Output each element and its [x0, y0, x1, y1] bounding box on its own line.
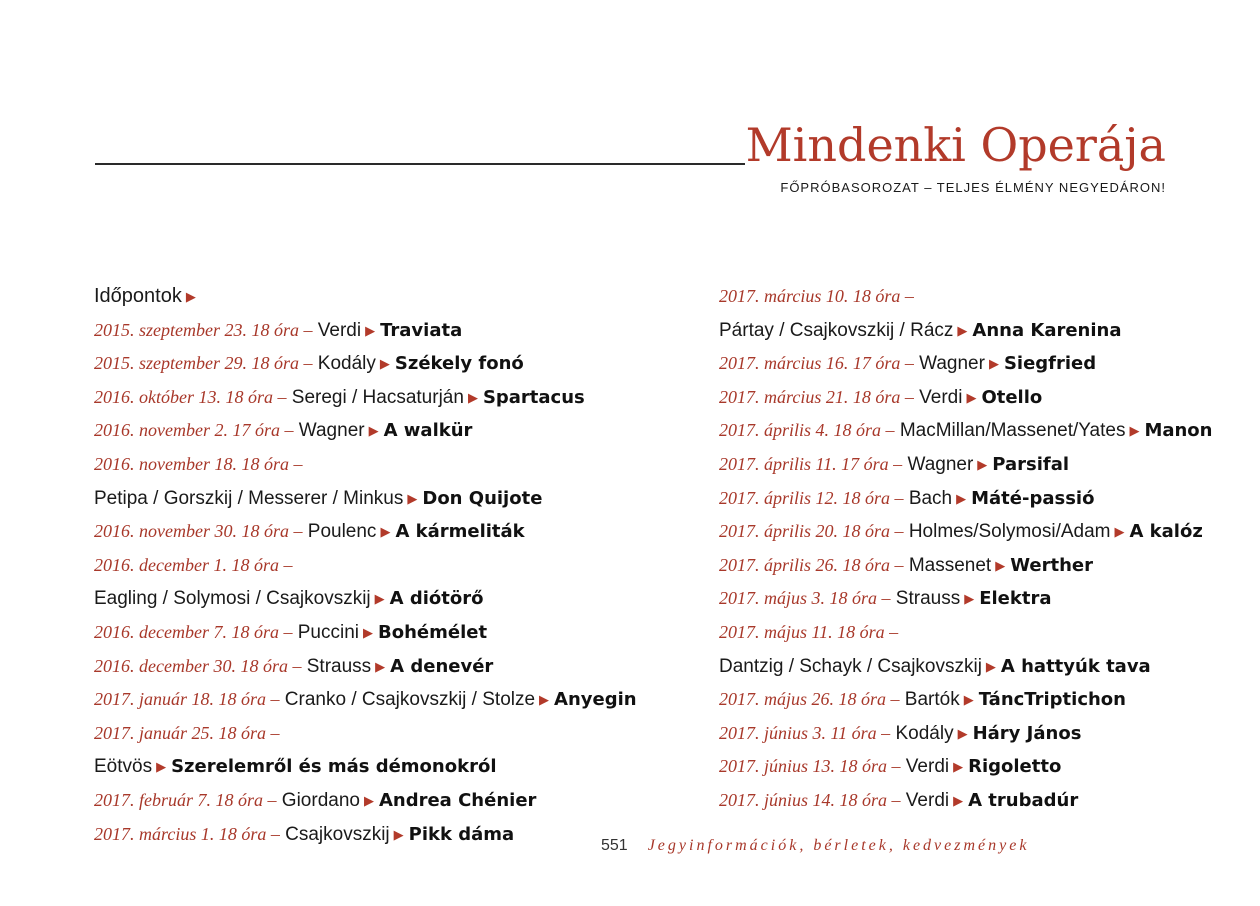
- play-arrow-icon: ▶: [156, 759, 167, 775]
- entry-work: Máté-passió: [971, 487, 1095, 509]
- schedule-column-left: [94, 280, 637, 851]
- play-arrow-icon: ▶: [953, 792, 964, 808]
- play-arrow-icon: ▶: [374, 591, 385, 607]
- entry-date: 2017. április 4. 18 óra –: [719, 420, 895, 441]
- schedule-entry-date-line: [719, 616, 1213, 650]
- entry-composer: Wagner: [919, 353, 985, 375]
- play-arrow-icon: ▶: [957, 725, 968, 741]
- schedule-entry: [94, 314, 637, 348]
- entry-composer: Pártay / Csajkovszkij / Rácz: [719, 319, 954, 341]
- entry-date: 2017. április 20. 18 óra –: [719, 521, 904, 542]
- play-arrow-icon: ▶: [1114, 524, 1125, 540]
- entry-date: 2017. március 16. 17 óra –: [719, 353, 914, 374]
- entry-date: 2017. június 13. 18 óra –: [719, 756, 901, 777]
- schedule-entry: [719, 448, 1213, 482]
- entry-date: 2017. április 26. 18 óra –: [719, 554, 904, 575]
- entry-date: 2017. június 14. 18 óra –: [719, 789, 901, 810]
- play-arrow-icon: ▶: [375, 658, 386, 674]
- schedule-entry: [719, 750, 1213, 784]
- schedule-heading: Időpontok: [94, 285, 182, 307]
- play-arrow-icon: ▶: [985, 658, 996, 674]
- entry-composer: Holmes/Solymosi/Adam: [908, 521, 1111, 543]
- schedule-column-right: [719, 280, 1213, 818]
- play-arrow-icon: ▶: [957, 322, 968, 338]
- entry-composer: Dantzig / Schayk / Csajkovszkij: [719, 655, 982, 677]
- schedule-entry: [719, 717, 1213, 751]
- schedule-entry: [719, 784, 1213, 818]
- entry-date: 2017. május 3. 18 óra –: [719, 588, 891, 609]
- schedule-entry-detail-line: [94, 482, 637, 516]
- entry-date: 2017. február 7. 18 óra –: [94, 789, 277, 810]
- entry-date: 2016. november 18. 18 óra –: [94, 453, 303, 474]
- play-arrow-icon: ▶: [539, 692, 550, 708]
- play-arrow-icon: ▶: [407, 490, 418, 506]
- entry-date: 2017. április 11. 17 óra –: [719, 453, 903, 474]
- entry-date: 2017. május 26. 18 óra –: [719, 689, 900, 710]
- play-arrow-icon: ▶: [963, 692, 974, 708]
- schedule-entry-date-line: [94, 549, 637, 583]
- entry-work: A diótörő: [389, 588, 484, 610]
- entry-date: 2017. január 25. 18 óra –: [94, 722, 280, 743]
- entry-date: 2015. szeptember 23. 18 óra –: [94, 319, 313, 340]
- play-arrow-icon: ▶: [365, 322, 376, 338]
- entry-date: 2017. június 3. 11 óra –: [719, 722, 891, 743]
- play-arrow-icon: ▶: [995, 557, 1006, 573]
- entry-composer: Giordano: [281, 789, 360, 811]
- entry-work: Traviata: [380, 319, 463, 341]
- schedule-entry: [94, 818, 637, 852]
- entry-composer: Puccini: [297, 621, 359, 643]
- entry-composer: Verdi: [919, 386, 963, 408]
- play-arrow-icon: ▶: [368, 423, 379, 439]
- entry-work: Rigoletto: [968, 756, 1062, 778]
- entry-work: Bohémélet: [378, 621, 488, 643]
- play-arrow-icon: ▶: [393, 826, 404, 842]
- entry-composer: Strauss: [306, 655, 372, 677]
- entry-work: Pikk dáma: [408, 823, 515, 845]
- play-arrow-icon: ▶: [956, 490, 967, 506]
- play-arrow-icon: ▶: [988, 356, 999, 372]
- entry-work: A walkür: [383, 420, 473, 442]
- schedule-entry: [719, 582, 1213, 616]
- play-arrow-icon: ▶: [379, 356, 390, 372]
- entry-date: 2016. november 2. 17 óra –: [94, 420, 294, 441]
- entry-work: Manon: [1144, 420, 1213, 442]
- entry-work: A hattyúk tava: [1000, 655, 1151, 677]
- schedule-entry: [719, 381, 1213, 415]
- schedule-entry-detail-line: [719, 650, 1213, 684]
- entry-work: A denevér: [390, 655, 494, 677]
- play-arrow-icon: ▶: [964, 591, 975, 607]
- schedule-entry-date-line: [719, 280, 1213, 314]
- play-arrow-icon: ▶: [953, 759, 964, 775]
- schedule-entry: [94, 515, 637, 549]
- entry-composer: Verdi: [905, 789, 950, 811]
- schedule-entry: [94, 381, 637, 415]
- entry-work: Elektra: [979, 588, 1052, 610]
- entry-date: 2016. december 7. 18 óra –: [94, 621, 293, 642]
- schedule-entry: [719, 515, 1213, 549]
- entry-work: TáncTriptichon: [978, 689, 1126, 711]
- entry-work: Székely fonó: [394, 353, 524, 375]
- header-rule: [95, 163, 745, 165]
- play-arrow-icon: ▶: [1129, 423, 1140, 439]
- play-arrow-icon: ▶: [977, 456, 988, 472]
- entry-work: Andrea Chénier: [378, 789, 537, 811]
- schedule-entry-detail-line: [719, 314, 1213, 348]
- schedule-entry: [719, 347, 1213, 381]
- entry-work: Háry János: [972, 722, 1082, 744]
- entry-date: 2017. május 11. 18 óra –: [719, 621, 899, 642]
- entry-composer: Csajkovszkij: [285, 823, 390, 845]
- schedule-entry: [94, 784, 637, 818]
- footer-section-title: Jegyinformációk, bérletek, kedvezmények: [647, 837, 1030, 854]
- schedule-entry: [719, 414, 1213, 448]
- schedule-entry: [94, 683, 637, 717]
- entry-composer: Wagner: [298, 420, 365, 442]
- schedule-entry: [94, 347, 637, 381]
- entry-work: Szerelemről és más démonokról: [171, 756, 497, 778]
- entry-composer: Kodály: [317, 353, 376, 375]
- entry-composer: Massenet: [908, 554, 992, 576]
- entry-composer: Cranko / Csajkovszkij / Stolze: [284, 689, 536, 711]
- schedule-entry: [719, 683, 1213, 717]
- schedule-entry: [94, 650, 637, 684]
- entry-composer: Bach: [908, 487, 953, 509]
- entry-composer: Kodály: [895, 722, 954, 744]
- play-arrow-icon: ▶: [185, 289, 196, 304]
- entry-date: 2016. december 1. 18 óra –: [94, 554, 293, 575]
- entry-date: 2017. január 18. 18 óra –: [94, 689, 280, 710]
- schedule-entry-date-line: [94, 448, 637, 482]
- entry-work: Don Quijote: [422, 487, 543, 509]
- entry-composer: Seregi / Hacsaturján: [291, 386, 464, 408]
- entry-composer: Verdi: [317, 319, 362, 341]
- play-arrow-icon: ▶: [363, 792, 374, 808]
- entry-composer: Eagling / Solymosi / Csajkovszkij: [94, 588, 371, 610]
- schedule-entry: [719, 549, 1213, 583]
- schedule-entry: [719, 482, 1213, 516]
- schedule-heading-line: [94, 280, 637, 314]
- page-footer: [601, 837, 1029, 855]
- entry-date: 2017. március 1. 18 óra –: [94, 823, 280, 844]
- entry-work: Werther: [1010, 554, 1093, 576]
- schedule-entry-detail-line: [94, 750, 637, 784]
- entry-composer: Petipa / Gorszkij / Messerer / Minkus: [94, 487, 404, 509]
- entry-date: 2016. október 13. 18 óra –: [94, 386, 287, 407]
- entry-work: Anyegin: [554, 689, 637, 711]
- entry-composer: Wagner: [907, 453, 974, 475]
- entry-work: Siegfried: [1003, 353, 1097, 375]
- entry-date: 2017. március 21. 18 óra –: [719, 386, 914, 407]
- entry-date: 2017. március 10. 18 óra –: [719, 286, 914, 306]
- entry-composer: Poulenc: [307, 521, 377, 543]
- entry-work: A kármeliták: [395, 521, 525, 543]
- entry-composer: MacMillan/Massenet/Yates: [899, 420, 1126, 442]
- entry-date: 2016. december 30. 18 óra –: [94, 655, 302, 676]
- entry-work: Otello: [981, 386, 1043, 408]
- schedule-entry: [94, 616, 637, 650]
- entry-work: Spartacus: [482, 386, 585, 408]
- schedule-entry-date-line: [94, 717, 637, 751]
- play-arrow-icon: ▶: [363, 624, 373, 640]
- entry-work: Anna Karenina: [972, 319, 1122, 341]
- entry-work: Parsifal: [992, 453, 1070, 475]
- entry-date: 2015. szeptember 29. 18 óra –: [94, 353, 313, 374]
- schedule-entry-detail-line: [94, 582, 637, 616]
- play-arrow-icon: ▶: [380, 524, 391, 540]
- entry-composer: Bartók: [904, 689, 960, 711]
- entry-composer: Eötvös: [94, 756, 153, 778]
- play-arrow-icon: ▶: [966, 389, 977, 405]
- entry-composer: Verdi: [905, 756, 950, 778]
- play-arrow-icon: ▶: [467, 389, 478, 405]
- schedule-entry: [94, 414, 637, 448]
- page-subtitle: FŐPRÓBASOROZAT – TELJES ÉLMÉNY NEGYEDÁRON!: [780, 180, 1166, 195]
- page-title: Mindenki Operája: [745, 118, 1166, 172]
- entry-date: 2016. november 30. 18 óra –: [94, 521, 303, 542]
- entry-date: 2017. április 12. 18 óra –: [719, 487, 904, 508]
- entry-work: A kalóz: [1129, 521, 1203, 543]
- page-number: 551: [601, 837, 628, 854]
- entry-work: A trubadúr: [968, 789, 1079, 811]
- entry-composer: Strauss: [895, 588, 961, 610]
